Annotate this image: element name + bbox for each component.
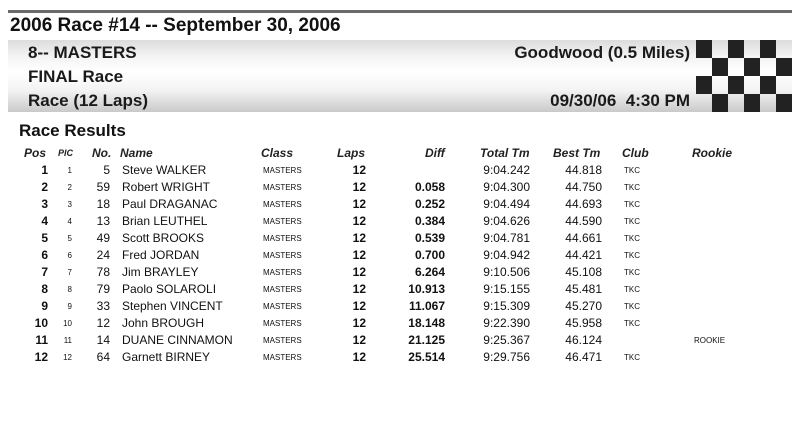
driver-name-cell: Robert WRIGHT — [122, 180, 211, 194]
class-cell: MASTERS — [263, 336, 302, 345]
checker-square — [712, 94, 728, 112]
pic-cell: 3 — [67, 200, 72, 209]
total-time-cell: 9:04.942 — [483, 248, 530, 262]
class-cell: MASTERS — [263, 183, 302, 192]
best-time-cell: 45.481 — [565, 282, 602, 296]
col-pic-header: PIC — [58, 148, 74, 158]
driver-name-cell: Jim BRAYLEY — [122, 265, 199, 279]
best-time-cell: 44.590 — [565, 214, 602, 228]
pic-cell: 2 — [67, 183, 72, 192]
laps-cell: 12 — [352, 231, 366, 245]
top-rule — [8, 10, 792, 13]
laps-cell: 12 — [352, 333, 366, 347]
col-total-header: Total Tm — [480, 146, 530, 160]
driver-name-cell: Stephen VINCENT — [122, 299, 223, 313]
checker-square — [696, 40, 712, 58]
table-row — [0, 332, 800, 349]
pos-cell: 10 — [34, 316, 48, 330]
driver-name-cell: DUANE CINNAMON — [122, 333, 233, 347]
car-number-cell: 79 — [96, 282, 110, 296]
laps-cell: 12 — [352, 299, 366, 313]
best-time-cell: 45.958 — [565, 316, 602, 330]
diff-cell: 6.264 — [414, 265, 445, 279]
race-banner — [8, 40, 792, 112]
club-cell: TKC — [624, 183, 640, 192]
pos-cell: 12 — [34, 350, 48, 364]
pos-cell: 3 — [41, 197, 48, 211]
driver-name-cell: Brian LEUTHEL — [122, 214, 208, 228]
driver-name-cell: Steve WALKER — [122, 163, 207, 177]
laps-cell: 12 — [352, 316, 366, 330]
pos-cell: 4 — [41, 214, 48, 228]
table-row — [0, 281, 800, 298]
checkered-flag-icon — [696, 40, 792, 112]
col-best-header: Best Tm — [553, 146, 601, 160]
diff-cell: 0.700 — [414, 248, 445, 262]
race-datetime — [550, 91, 690, 111]
car-number-cell: 5 — [103, 163, 110, 177]
class-cell: MASTERS — [263, 285, 302, 294]
total-time-cell: 9:10.506 — [483, 265, 530, 279]
table-row — [0, 264, 800, 281]
table-row — [0, 196, 800, 213]
checker-square — [760, 40, 776, 58]
checker-square — [696, 76, 712, 94]
diff-cell: 11.067 — [408, 299, 445, 313]
table-row — [0, 213, 800, 230]
class-cell: MASTERS — [263, 251, 302, 260]
col-class-header: Class — [261, 146, 294, 160]
car-number-cell: 13 — [96, 214, 110, 228]
club-cell: TKC — [624, 319, 640, 328]
best-time-cell: 45.108 — [565, 265, 602, 279]
driver-name-cell: Paul DRAGANAC — [122, 197, 218, 211]
diff-cell: 0.252 — [414, 197, 445, 211]
driver-name-cell: Fred JORDAN — [122, 248, 200, 262]
total-time-cell: 9:25.367 — [483, 333, 530, 347]
car-number-cell: 18 — [96, 197, 110, 211]
total-time-cell: 9:15.155 — [483, 282, 530, 296]
event-title: 2006 Race #14 -- September 30, 2006 — [10, 15, 341, 36]
class-cell: MASTERS — [263, 353, 302, 362]
club-cell: TKC — [624, 234, 640, 243]
club-cell: TKC — [624, 217, 640, 226]
best-time-cell: 44.661 — [565, 231, 602, 245]
diff-cell: 0.384 — [414, 214, 445, 228]
checker-square — [776, 94, 792, 112]
race-type: FINAL Race — [28, 67, 124, 86]
club-cell: TKC — [624, 353, 640, 362]
table-row — [0, 179, 800, 196]
table-row — [0, 230, 800, 247]
car-number-cell: 49 — [96, 231, 110, 245]
checker-square — [728, 76, 744, 94]
club-cell: TKC — [624, 302, 640, 311]
total-time-cell: 9:04.300 — [483, 180, 530, 194]
club-cell: TKC — [624, 285, 640, 294]
car-number-cell: 14 — [96, 333, 110, 347]
car-number-cell: 12 — [96, 316, 110, 330]
best-time-cell: 46.471 — [565, 350, 602, 364]
class-cell: MASTERS — [263, 166, 302, 175]
car-number-cell: 33 — [96, 299, 110, 313]
car-number-cell: 64 — [96, 350, 110, 364]
checker-square — [744, 94, 760, 112]
laps-cell: 12 — [352, 214, 366, 228]
col-no-header: No. — [92, 146, 112, 160]
laps-cell: 12 — [352, 197, 366, 211]
class-name: 8-- MASTERS — [28, 43, 137, 62]
laps-cell: 12 — [352, 248, 366, 262]
driver-name-cell: Garnett BIRNEY — [122, 350, 211, 364]
diff-cell: 25.514 — [408, 350, 445, 364]
car-number-cell: 59 — [96, 180, 110, 194]
pos-cell: 7 — [41, 265, 48, 279]
laps-cell: 12 — [352, 180, 366, 194]
driver-name-cell: John BROUGH — [122, 316, 205, 330]
club-cell: TKC — [624, 268, 640, 277]
race-laps: Race (12 Laps) — [28, 91, 148, 110]
diff-cell: 21.125 — [408, 333, 445, 347]
checker-square — [760, 76, 776, 94]
pic-cell: 4 — [67, 217, 72, 226]
pos-cell: 9 — [41, 299, 48, 313]
diff-cell: 0.539 — [414, 231, 445, 245]
club-cell: TKC — [624, 200, 640, 209]
laps-cell: 12 — [352, 350, 366, 364]
race-date: 09/30/06 — [550, 91, 617, 110]
checker-square — [776, 58, 792, 76]
pos-cell: 1 — [41, 163, 48, 177]
race-time: 4:30 PM — [625, 91, 690, 110]
car-number-cell: 24 — [96, 248, 110, 262]
table-row — [0, 162, 800, 179]
club-cell: TKC — [624, 166, 640, 175]
driver-name-cell: Paolo SOLAROLI — [122, 282, 217, 296]
pic-cell: 6 — [67, 251, 72, 260]
table-row — [0, 315, 800, 332]
col-laps-header: Laps — [337, 146, 366, 160]
best-time-cell: 44.421 — [565, 248, 602, 262]
col-rookie-header: Rookie — [692, 146, 733, 160]
track-name: Goodwood (0.5 Miles) — [514, 43, 690, 62]
pic-cell: 5 — [67, 234, 72, 243]
class-cell: MASTERS — [263, 319, 302, 328]
pos-cell: 2 — [41, 180, 48, 194]
pic-cell: 11 — [63, 336, 72, 345]
pic-cell: 10 — [63, 319, 72, 328]
total-time-cell: 9:29.756 — [483, 350, 530, 364]
total-time-cell: 9:15.309 — [483, 299, 530, 313]
class-cell: MASTERS — [263, 217, 302, 226]
checker-square — [712, 58, 728, 76]
total-time-cell: 9:22.390 — [483, 316, 530, 330]
pos-cell: 5 — [41, 231, 48, 245]
total-time-cell: 9:04.781 — [483, 231, 530, 245]
pic-cell: 9 — [67, 302, 72, 311]
checker-square — [728, 40, 744, 58]
best-time-cell: 44.750 — [565, 180, 602, 194]
col-name-header: Name — [120, 146, 153, 160]
rookie-cell: ROOKIE — [694, 336, 726, 345]
club-cell: TKC — [624, 251, 640, 260]
table-row — [0, 247, 800, 264]
pic-cell: 7 — [67, 268, 72, 277]
total-time-cell: 9:04.494 — [483, 197, 530, 211]
col-diff-header: Diff — [425, 146, 445, 160]
total-time-cell: 9:04.242 — [483, 163, 530, 177]
pos-cell: 11 — [35, 333, 48, 347]
pic-cell: 1 — [67, 166, 72, 175]
section-title: Race Results — [19, 121, 126, 140]
diff-cell: 10.913 — [408, 282, 445, 296]
class-cell: MASTERS — [263, 234, 302, 243]
best-time-cell: 45.270 — [565, 299, 602, 313]
laps-cell: 12 — [352, 282, 366, 296]
pos-cell: 6 — [41, 248, 48, 262]
best-time-cell: 46.124 — [565, 333, 602, 347]
table-row — [0, 298, 800, 315]
car-number-cell: 78 — [96, 265, 110, 279]
diff-cell: 0.058 — [414, 180, 445, 194]
pos-cell: 8 — [41, 282, 48, 296]
class-cell: MASTERS — [263, 200, 302, 209]
checker-square — [744, 58, 760, 76]
col-club-header: Club — [622, 146, 649, 160]
laps-cell: 12 — [352, 265, 366, 279]
best-time-cell: 44.693 — [565, 197, 602, 211]
pic-cell: 12 — [63, 353, 72, 362]
best-time-cell: 44.818 — [565, 163, 602, 177]
class-cell: MASTERS — [263, 302, 302, 311]
class-cell: MASTERS — [263, 268, 302, 277]
laps-cell: 12 — [352, 163, 366, 177]
total-time-cell: 9:04.626 — [483, 214, 530, 228]
diff-cell: 18.148 — [408, 316, 445, 330]
table-row — [0, 349, 800, 366]
col-pos-header: Pos — [24, 146, 47, 160]
driver-name-cell: Scott BROOKS — [122, 231, 205, 245]
pic-cell: 8 — [67, 285, 72, 294]
